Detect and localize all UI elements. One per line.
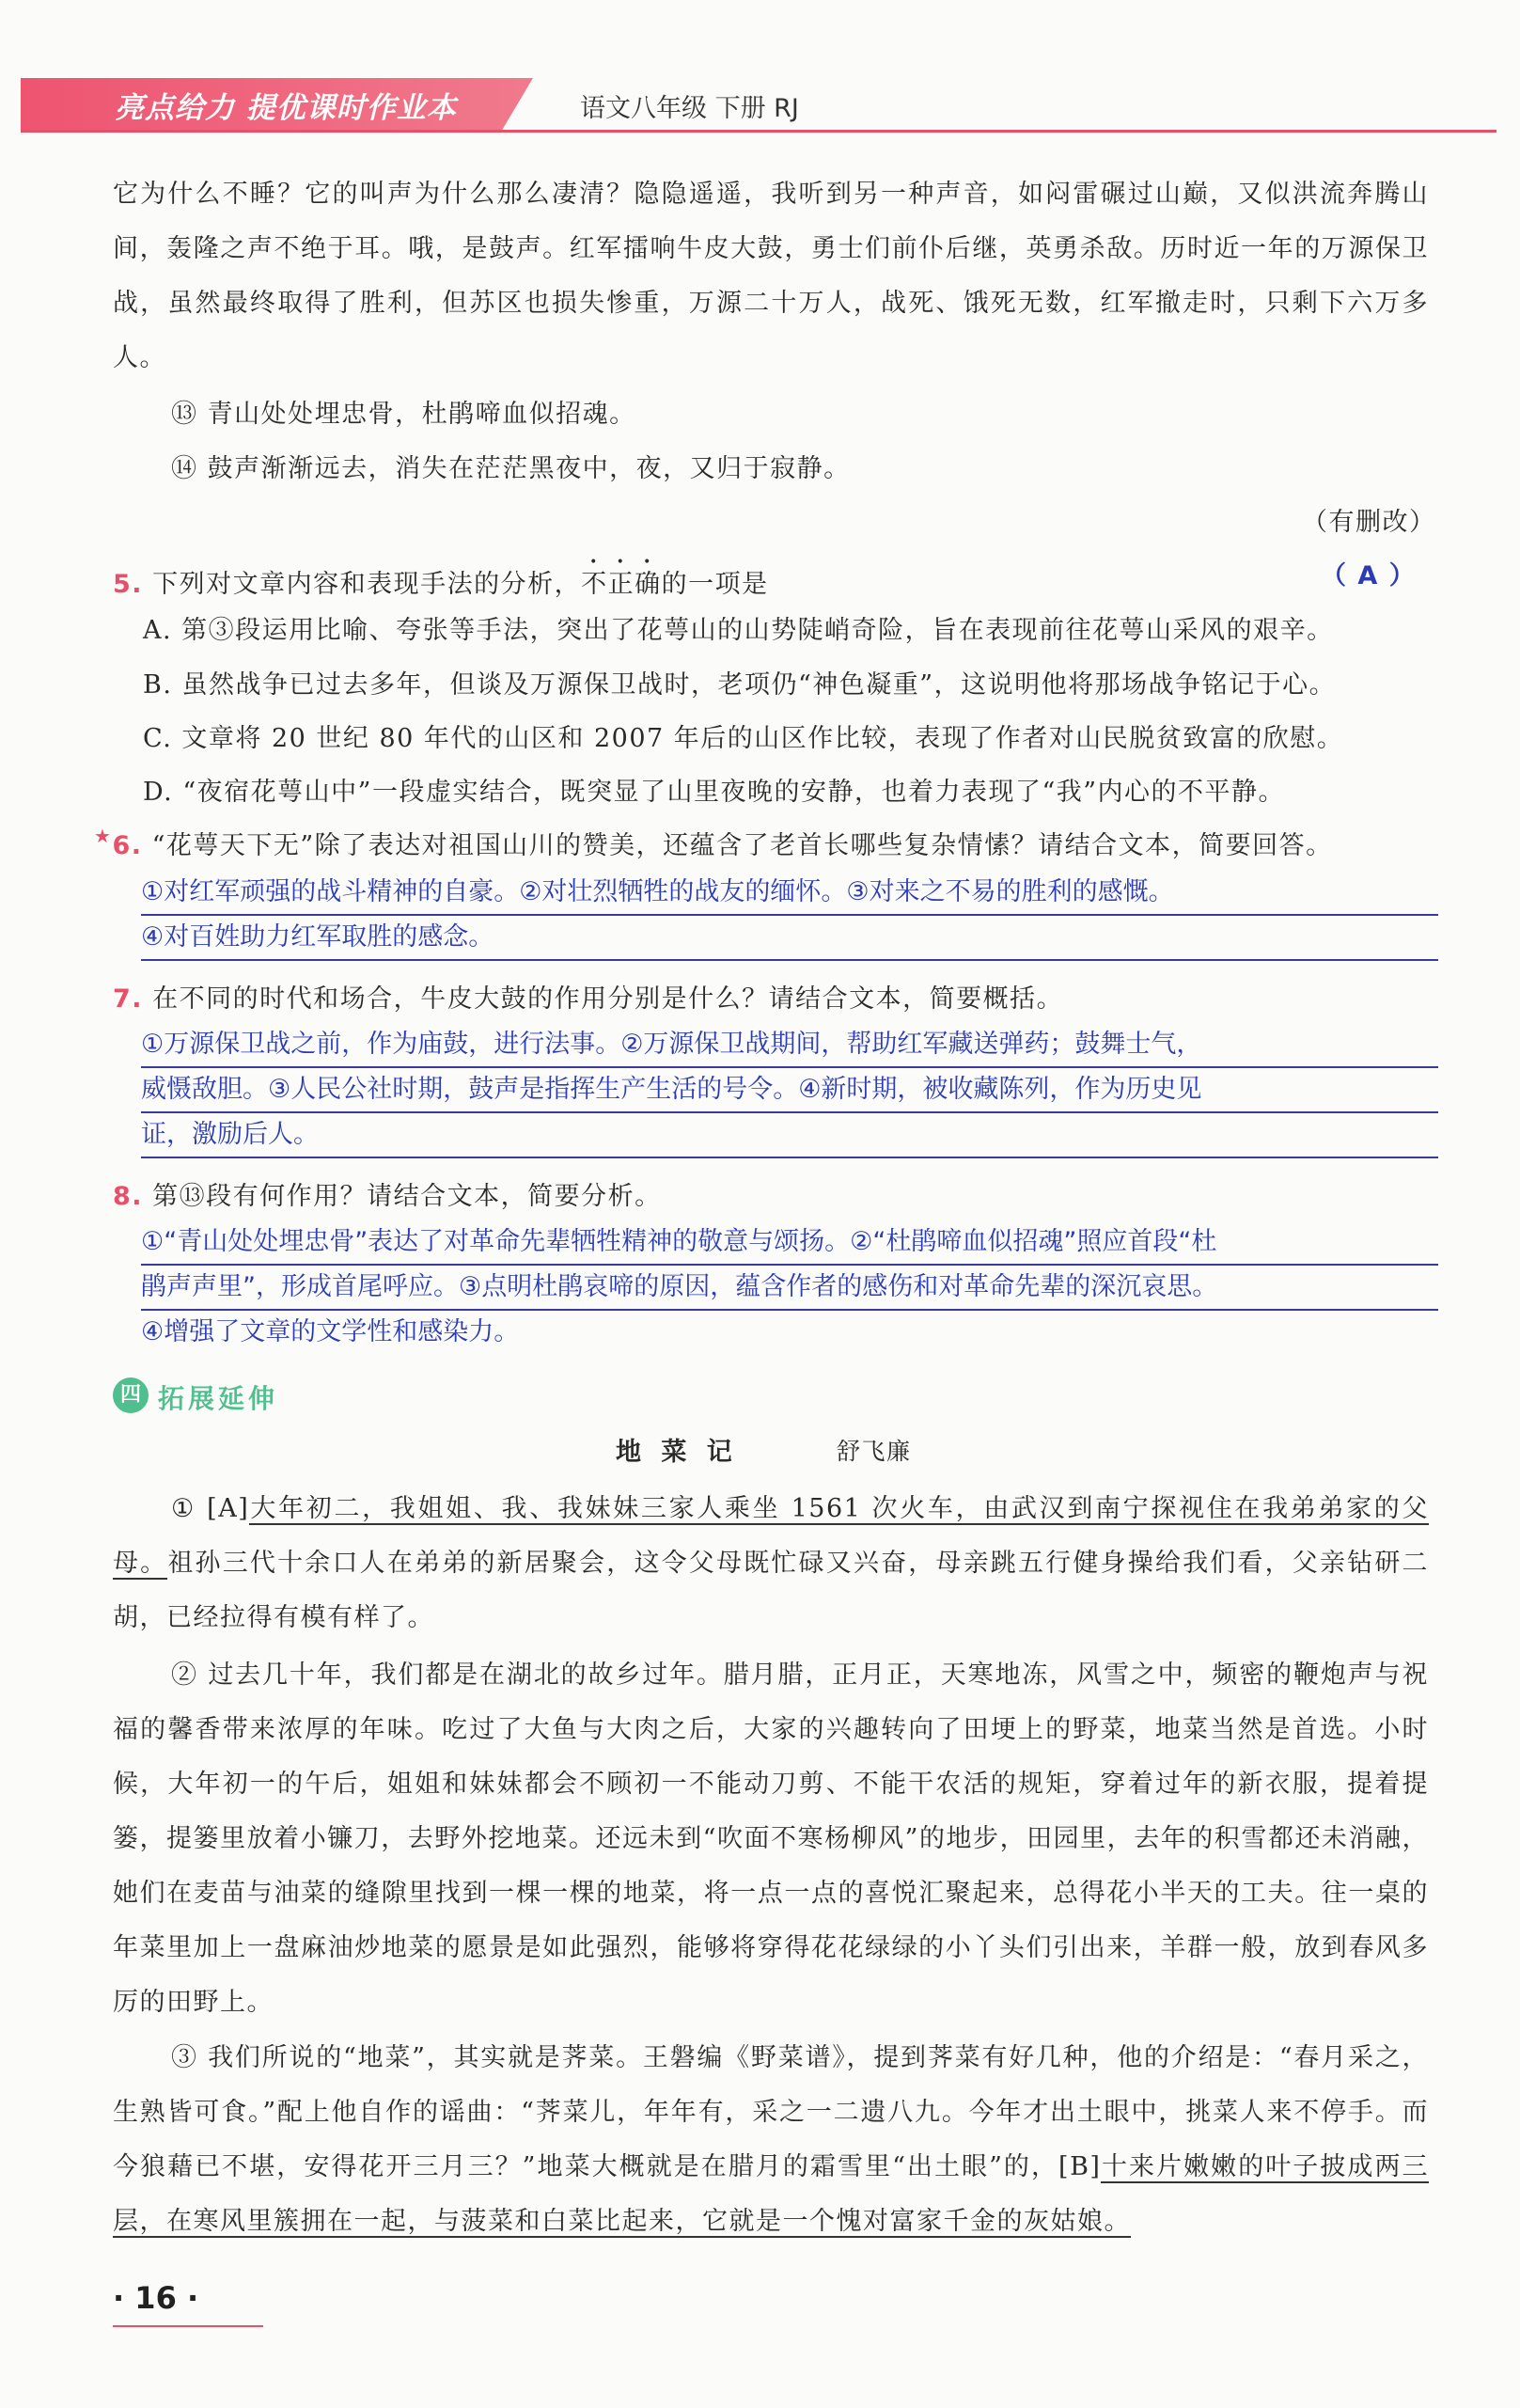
mark-b: [B] <box>1058 2152 1102 2181</box>
question-8-stem: 8. 第⑬段有何作用？请结合文本，简要分析。 <box>113 1182 662 1211</box>
question-6-stem: ★6. “花萼天下无”除了表达对祖国山川的赞美，还蕴含了老首长哪些复杂情愫？请结合文本，简要回答。 <box>94 825 1333 860</box>
source-note: （有删改） <box>1302 508 1436 537</box>
underlined-sentence: 十来片嫩嫩的叶子披成两三层，在寒风里簇拥在一起，与菠菜和白菜比起来，它就是一个愧对富家千金的灰姑娘。 <box>113 2152 1429 2236</box>
question-6-answer <box>141 871 1438 961</box>
page-number-rule <box>113 2325 263 2327</box>
passage-paragraph: 它为什么不睡？它的叫声为什么那么凄清？隐隐遥遥，我听到另一种声音，如闷雷碾过山巅，又似洪流奔腾山间，轰隆之声不绝于耳。哦，是鼓声。红军擂响牛皮大鼓，勇士们前仆后继，英勇杀敌。历时近一年的万源保卫战，虽然最终取得了胜利，但苏区也损失惨重，万源二十万人，战死、饿死无数，红军撤走时，只剩下六万多人。 <box>113 180 1429 372</box>
section-title: 拓展延伸 <box>158 1383 279 1414</box>
question-number: 6. <box>112 831 143 860</box>
question-number: 8. <box>113 1182 144 1211</box>
passage-paragraph-13: ⑬ 青山处处埋忠骨，杜鹃啼血似招魂。 <box>171 400 636 429</box>
book-subtitle: 语文八年级 下册 RJ <box>580 94 799 123</box>
answer-line: ①“青山处处埋忠骨”表达了对革命先辈牺牲精神的敬意与颂扬。②“杜鹃啼血似招魂”照应首段“杜 <box>141 1220 1438 1266</box>
answer-line: 威慑敌胆。③人民公社时期，鼓声是指挥生产生活的号令。④新时期，被收藏陈列，作为历史见 <box>141 1068 1438 1113</box>
question-5-stem: 5. 下列对文章内容和表现手法的分析，不正确的一项是 <box>113 570 769 599</box>
article-paragraph-3: ③ 我们所说的“地菜”，其实就是荠菜。王磐编《野菜谱》，提到荠菜有好几种，他的介绍是：“春月采之，生熟皆可食。”配上他自作的谣曲：“荠菜儿，年年有，采之一二遗八九。今年才出土眼中，挑菜人来不停手。而今狼藉已不堪，安得花开三月三？”地菜大概就是在腊月的霜雪里“出土眼”的，[B]十来片嫩嫩的叶子披成两三层，在寒风里簇拥在一起，与菠菜和白菜比起来，它就是一个愧对富家千金的灰姑娘。 <box>113 2043 1429 2236</box>
page-header <box>21 78 1496 133</box>
question-7-stem: 7. 在不同的时代和场合，牛皮大鼓的作用分别是什么？请结合文本，简要概括。 <box>113 984 1064 1014</box>
article-paragraph-2: ② 过去几十年，我们都是在湖北的故乡过年。腊月腊，正月正，天寒地冻，风雪之中，频密的鞭炮声与祝福的馨香带来浓厚的年味。吃过了大鱼与大肉之后，大家的兴趣转向了田埂上的野菜，地菜当然是首选。小时候，大年初一的午后，姐姐和妹妹都会不顾初一不能动刀剪、不能干农活的规矩，穿着过年的新衣服，提着提篓，提篓里放着小镰刀，去野外挖地菜。还远未到“吹面不寒杨柳风”的地步，田园里，去年的积雪都还未消融，她们在麦苗与油菜的缝隙里找到一棵一棵的地菜，将一点一点的喜悦汇聚起来，总得花小半天的工夫。往一桌的年菜里加上一盘麻油炒地菜的愿景是如此强烈，能够将穿得花花绿绿的小丫头们引出来，羊群一般，放到春风多厉的田野上。 <box>113 1660 1429 2017</box>
section-badge: 四 <box>113 1377 149 1413</box>
answer-line: ④对百姓助力红军取胜的感念。 <box>141 916 1438 961</box>
option-d: D. “夜宿花萼山中”一段虚实结合，既突显了山里夜晚的安静，也着力表现了“我”内心的不平静。 <box>143 778 1286 807</box>
option-b: B. 虽然战争已过去多年，但谈及万源保卫战时，老项仍“神色凝重”，这说明他将那场战争铭记于心。 <box>143 670 1337 700</box>
answer-line: 鹃声声里”，形成首尾呼应。③点明杜鹃哀啼的原因，蕴含作者的感伤和对革命先辈的深沉哀思。 <box>141 1266 1438 1311</box>
page-number: · 16 · <box>113 2280 199 2316</box>
question-number: 7. <box>113 984 144 1014</box>
option-a: A. 第③段运用比喻、夸张等手法，突出了花萼山的山势陡峭奇险，旨在表现前往花萼山采风的艰辛。 <box>143 616 1334 645</box>
answer-line: ④增强了文章的文学性和感染力。 <box>141 1317 520 1346</box>
answer-line: ①万源保卫战之前，作为庙鼓，进行法事。②万源保卫战期间，帮助红军藏送弹药；鼓舞士气， <box>141 1023 1438 1068</box>
article-title: 地 菜 记 <box>616 1438 738 1467</box>
mark-a: [A] <box>207 1494 250 1523</box>
question-5-answer: （ A ） <box>1321 561 1417 590</box>
emphasized-text: 不正确 <box>581 570 662 599</box>
passage-paragraph-14: ⑭ 鼓声渐渐远去，消失在茫茫黑夜中，夜，又归于寂静。 <box>171 454 851 483</box>
question-number: 5. <box>113 570 144 599</box>
series-title: 亮点给力 提优课时作业本 <box>115 91 457 125</box>
article-author: 舒飞廉 <box>837 1438 912 1465</box>
question-8-answer <box>141 1220 1438 1354</box>
option-c: C. 文章将 20 世纪 80 年代的山区和 2007 年后的山区作比较，表现了作者对山民脱贫致富的欣慰。 <box>143 724 1344 753</box>
answer-line: ①对红军顽强的战斗精神的自豪。②对壮烈牺牲的战友的缅怀。③对来之不易的胜利的感慨。 <box>141 871 1438 916</box>
question-7-answer <box>141 1023 1438 1158</box>
article-paragraph-1: ① [A]大年初二，我姐姐、我、我妹妹三家人乘坐 1561 次火车，由武汉到南宁探视住在我弟弟家的父母。祖孙三代十余口人在弟弟的新居聚会，这令父母既忙碌又兴奋，母亲跳五行健身操给我们看，父亲钻研二胡，已经拉得有模有样了。 <box>113 1494 1430 1632</box>
underlined-sentence: 大年初二，我姐姐、我、我妹妹三家人乘坐 1561 次火车，由武汉到南宁探视住在我弟弟家的父母。 <box>113 1494 1429 1578</box>
answer-line: 证，激励后人。 <box>141 1113 1438 1158</box>
star-icon: ★ <box>94 825 113 847</box>
